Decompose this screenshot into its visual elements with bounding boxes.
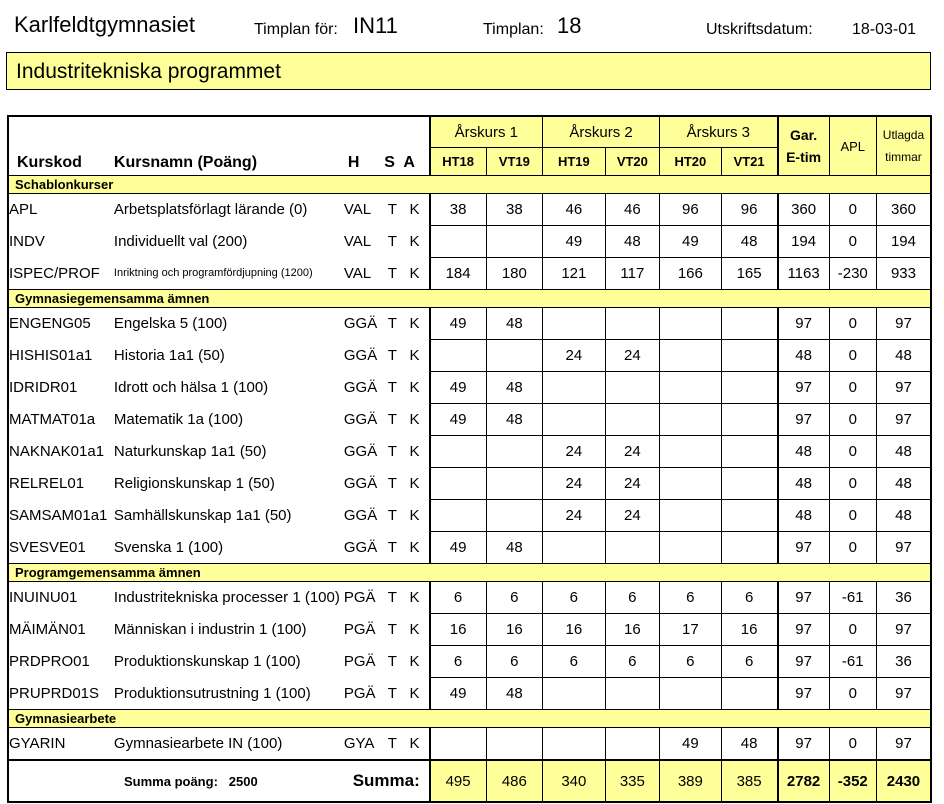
semester-hours: 49 [430, 308, 486, 340]
guaranteed-hours: 97 [778, 372, 829, 404]
semester-hours [721, 468, 778, 500]
apl-hours: -61 [829, 646, 876, 678]
semester-hours [660, 308, 722, 340]
semester-hours [543, 678, 606, 710]
semester-hours: 24 [605, 500, 659, 532]
semester-hours [430, 500, 486, 532]
table-row [8, 372, 931, 404]
semester-hours: 46 [605, 194, 659, 226]
course-h: GGÄ [343, 507, 378, 524]
scheduled-hours: 36 [876, 646, 931, 678]
apl-hours: 0 [829, 404, 876, 436]
print-date-value: 18-03-01 [852, 21, 917, 38]
course-name: Arbetsplatsförlagt lärande (0) [113, 201, 308, 219]
scheduled-hours: 97 [876, 404, 931, 436]
year-2-header: Årskurs 2 [543, 116, 660, 148]
semester-hours [660, 500, 722, 532]
table-row [8, 582, 931, 614]
table-row [8, 500, 931, 532]
program-title-box [6, 52, 931, 90]
semester-hours: 165 [721, 258, 778, 290]
report-header [0, 0, 944, 46]
sum-points: Summa poäng: 2500 [8, 760, 344, 802]
apl-hours: 0 [829, 436, 876, 468]
semester-hours [660, 404, 722, 436]
scheduled-hours: 97 [876, 728, 931, 761]
semester-hours: 49 [430, 678, 486, 710]
table-row [8, 646, 931, 678]
semester-hours: 49 [430, 372, 486, 404]
course-h: GGÄ [343, 379, 378, 396]
course-h: PGÄ [343, 684, 376, 702]
course-h: GYA [343, 735, 375, 752]
section-title: Schablonkurser [8, 176, 931, 194]
course-code: SAMSAM01a1 [9, 507, 108, 524]
semester-hours: 6 [486, 582, 543, 614]
course-s: T [387, 621, 397, 638]
course-code: MÄIMÄN01 [9, 621, 86, 638]
course-s: T [387, 201, 397, 219]
course-code: NAKNAK01a1 [9, 443, 105, 460]
course-s: T [387, 264, 397, 282]
semester-hours: 24 [605, 436, 659, 468]
course-code: SVESVE01 [9, 538, 86, 556]
course-a: K [409, 201, 420, 219]
semester-hours: 46 [543, 194, 606, 226]
course-a: K [409, 507, 420, 524]
table-row [8, 194, 931, 226]
semester-hours [430, 340, 486, 372]
course-a: K [409, 315, 420, 333]
course-a: K [409, 475, 420, 492]
course-h: GGÄ [343, 443, 378, 460]
year-1-header: Årskurs 1 [430, 116, 543, 148]
semester-hours: 48 [486, 308, 543, 340]
apl-hours: 0 [829, 532, 876, 564]
course-name: Individuellt val (200) [113, 233, 248, 250]
table-row [8, 404, 931, 436]
scheduled-hours: 48 [876, 500, 931, 532]
course-code: PRUPRD01S [9, 684, 100, 702]
semester-hours: 184 [430, 258, 486, 290]
course-code: IDRIDR01 [9, 379, 78, 396]
semester-hours [721, 678, 778, 710]
course-a: K [409, 589, 420, 607]
course-h: GGÄ [343, 475, 378, 492]
sem-vt20: VT20 [605, 148, 659, 176]
course-h: VAL [343, 233, 372, 250]
semester-hours [543, 404, 606, 436]
semester-hours: 166 [660, 258, 722, 290]
course-h: GGÄ [343, 411, 378, 428]
course-name: Gymnasiearbete IN (100) [113, 735, 283, 752]
semester-hours: 6 [605, 582, 659, 614]
guaranteed-hours: 1163 [778, 258, 829, 290]
semester-hours: 6 [605, 646, 659, 678]
semester-hours: 48 [605, 226, 659, 258]
course-s: T [387, 507, 397, 524]
scheduled-hours: 933 [876, 258, 931, 290]
sum-gar: 2782 [778, 760, 829, 802]
semester-hours [543, 532, 606, 564]
sum-vt20: 335 [605, 760, 659, 802]
course-code: PRDPRO01 [9, 653, 90, 670]
semester-hours [543, 728, 606, 761]
guaranteed-hours: 194 [778, 226, 829, 258]
semester-hours: 24 [543, 436, 606, 468]
semester-hours [430, 436, 486, 468]
course-name: Naturkunskap 1a1 (50) [113, 443, 267, 460]
col-h: H [347, 154, 360, 171]
plan-for-value: IN11 [353, 13, 398, 38]
sum-utl: 2430 [876, 760, 931, 802]
course-h: PGÄ [343, 653, 376, 670]
print-date-label: Utskriftsdatum: [706, 21, 813, 38]
semester-hours: 6 [543, 646, 606, 678]
course-code: ISPEC/PROF [9, 264, 100, 282]
course-name: Idrott och hälsa 1 (100) [113, 379, 269, 396]
table-row [8, 436, 931, 468]
semester-hours: 6 [660, 646, 722, 678]
section-header [8, 176, 931, 194]
table-row [8, 258, 931, 290]
semester-hours [543, 372, 606, 404]
semester-hours: 16 [721, 614, 778, 646]
apl-hours: 0 [829, 678, 876, 710]
course-s: T [387, 538, 397, 556]
section-header [8, 710, 931, 728]
apl-hours: 0 [829, 194, 876, 226]
course-h: PGÄ [343, 589, 376, 607]
course-a: K [409, 443, 420, 460]
course-code: GYARIN [9, 735, 66, 752]
course-s: T [387, 653, 397, 670]
course-a: K [409, 411, 420, 428]
semester-hours: 49 [660, 226, 722, 258]
course-s: T [387, 347, 397, 364]
semester-hours [721, 500, 778, 532]
semester-hours: 38 [430, 194, 486, 226]
sum-ht18: 495 [430, 760, 486, 802]
course-h: GGÄ [343, 315, 378, 333]
course-plan-table [7, 115, 932, 803]
semester-hours [486, 728, 543, 761]
semester-hours [721, 340, 778, 372]
semester-hours [605, 372, 659, 404]
semester-hours: 24 [543, 468, 606, 500]
guaranteed-hours: 48 [778, 340, 829, 372]
table-row [8, 226, 931, 258]
semester-hours: 48 [486, 404, 543, 436]
sum-label: Summa: [344, 760, 430, 802]
guaranteed-hours: 97 [778, 582, 829, 614]
semester-hours: 48 [486, 372, 543, 404]
course-h: GGÄ [343, 538, 378, 556]
course-s: T [387, 379, 397, 396]
course-h: VAL [343, 201, 372, 219]
semester-hours [660, 468, 722, 500]
semester-hours: 48 [486, 532, 543, 564]
semester-hours: 48 [721, 728, 778, 761]
sem-vt21: VT21 [721, 148, 778, 176]
apl-hours: 0 [829, 308, 876, 340]
course-code: INDV [9, 233, 45, 250]
semester-hours: 49 [660, 728, 722, 761]
scheduled-hours: 97 [876, 372, 931, 404]
semester-hours: 24 [605, 468, 659, 500]
col-gar-etim: Gar. E-tim [778, 116, 829, 176]
semester-hours: 24 [543, 340, 606, 372]
semester-hours: 38 [486, 194, 543, 226]
semester-hours: 180 [486, 258, 543, 290]
semester-hours [605, 678, 659, 710]
col-kurskod: Kurskod [17, 154, 82, 171]
semester-hours: 6 [660, 582, 722, 614]
guaranteed-hours: 97 [778, 728, 829, 761]
course-h: VAL [343, 264, 372, 282]
semester-hours [721, 372, 778, 404]
table-row [8, 728, 931, 761]
semester-hours [721, 308, 778, 340]
guaranteed-hours: 48 [778, 500, 829, 532]
semester-hours: 49 [430, 404, 486, 436]
guaranteed-hours: 97 [778, 308, 829, 340]
section-header [8, 564, 931, 582]
sum-vt21: 385 [721, 760, 778, 802]
scheduled-hours: 48 [876, 340, 931, 372]
table-row [8, 468, 931, 500]
semester-hours [486, 340, 543, 372]
apl-hours: 0 [829, 728, 876, 761]
course-name: Matematik 1a (100) [113, 411, 244, 428]
scheduled-hours: 48 [876, 468, 931, 500]
school-name: Karlfeldtgymnasiet [14, 12, 195, 37]
course-a: K [409, 735, 420, 752]
course-code: HISHIS01a1 [9, 347, 93, 364]
semester-hours: 6 [543, 582, 606, 614]
scheduled-hours: 97 [876, 532, 931, 564]
semester-hours: 6 [486, 646, 543, 678]
table-row [8, 678, 931, 710]
course-h: GGÄ [343, 347, 378, 364]
course-code: RELREL01 [9, 475, 85, 492]
course-name: Inriktning och programfördjupning (1200) [113, 267, 313, 280]
semester-hours: 24 [605, 340, 659, 372]
sem-ht18: HT18 [430, 148, 486, 176]
guaranteed-hours: 360 [778, 194, 829, 226]
guaranteed-hours: 97 [778, 678, 829, 710]
col-kursnamn: Kursnamn (Poäng) [113, 154, 258, 171]
semester-hours: 96 [721, 194, 778, 226]
apl-hours: 0 [829, 226, 876, 258]
semester-hours [543, 308, 606, 340]
semester-hours: 6 [721, 646, 778, 678]
semester-hours [486, 226, 543, 258]
semester-hours [430, 468, 486, 500]
semester-hours: 96 [660, 194, 722, 226]
semester-hours [721, 404, 778, 436]
scheduled-hours: 97 [876, 308, 931, 340]
course-name: Produktionsutrustning 1 (100) [113, 684, 311, 702]
semester-hours: 6 [430, 582, 486, 614]
table-row [8, 308, 931, 340]
semester-hours [430, 728, 486, 761]
semester-hours: 24 [543, 500, 606, 532]
course-a: K [409, 264, 420, 282]
semester-hours: 6 [430, 646, 486, 678]
section-title: Gymnasiearbete [8, 710, 931, 728]
guaranteed-hours: 48 [778, 468, 829, 500]
semester-hours [660, 678, 722, 710]
semester-hours: 117 [605, 258, 659, 290]
course-code: MATMAT01a [9, 411, 96, 428]
semester-hours: 16 [543, 614, 606, 646]
scheduled-hours: 194 [876, 226, 931, 258]
semester-hours: 48 [721, 226, 778, 258]
semester-hours [605, 728, 659, 761]
course-s: T [387, 233, 397, 250]
course-name: Religionskunskap 1 (50) [113, 475, 275, 492]
course-s: T [387, 684, 397, 702]
course-a: K [409, 379, 420, 396]
section-title: Gymnasiegemensamma ämnen [8, 290, 931, 308]
guaranteed-hours: 97 [778, 404, 829, 436]
plan-label: Timplan: [483, 21, 544, 38]
scheduled-hours: 97 [876, 614, 931, 646]
semester-hours [660, 340, 722, 372]
col-apl: APL [829, 116, 876, 176]
semester-hours: 6 [721, 582, 778, 614]
course-code: INUINU01 [9, 589, 78, 607]
course-name: Samhällskunskap 1a1 (50) [113, 507, 292, 524]
semester-hours [721, 532, 778, 564]
course-name: Engelska 5 (100) [113, 315, 228, 333]
semester-hours [605, 308, 659, 340]
course-h: PGÄ [343, 621, 376, 638]
course-name: Svenska 1 (100) [113, 538, 224, 556]
table-row [8, 340, 931, 372]
semester-hours [721, 436, 778, 468]
course-s: T [387, 589, 397, 607]
year-3-header: Årskurs 3 [660, 116, 778, 148]
apl-hours: 0 [829, 614, 876, 646]
course-a: K [409, 347, 420, 364]
course-a: K [409, 621, 420, 638]
semester-hours [605, 532, 659, 564]
sem-ht19: HT19 [543, 148, 606, 176]
semester-hours: 49 [543, 226, 606, 258]
course-a: K [409, 538, 420, 556]
course-a: K [409, 233, 420, 250]
program-title: Industritekniska programmet [16, 60, 281, 83]
semester-hours [605, 404, 659, 436]
sem-ht20: HT20 [660, 148, 722, 176]
plan-for-label: Timplan för: [254, 21, 338, 38]
apl-hours: 0 [829, 340, 876, 372]
course-s: T [387, 443, 397, 460]
course-s: T [387, 735, 397, 752]
sum-apl: -352 [829, 760, 876, 802]
course-s: T [387, 475, 397, 492]
semester-hours [486, 468, 543, 500]
semester-hours [660, 372, 722, 404]
scheduled-hours: 360 [876, 194, 931, 226]
guaranteed-hours: 97 [778, 614, 829, 646]
course-name: Industritekniska processer 1 (100) [113, 589, 340, 607]
course-a: K [409, 653, 420, 670]
guaranteed-hours: 48 [778, 436, 829, 468]
guaranteed-hours: 97 [778, 646, 829, 678]
section-header [8, 290, 931, 308]
course-code: APL [9, 201, 38, 219]
semester-hours: 16 [430, 614, 486, 646]
guaranteed-hours: 97 [778, 532, 829, 564]
course-name: Historia 1a1 (50) [113, 347, 225, 364]
apl-hours: 0 [829, 372, 876, 404]
apl-hours: -61 [829, 582, 876, 614]
course-name: Människan i industrin 1 (100) [113, 621, 307, 638]
semester-hours [486, 500, 543, 532]
col-s: S [384, 154, 395, 171]
semester-hours [660, 436, 722, 468]
course-a: K [409, 684, 420, 702]
semester-hours: 17 [660, 614, 722, 646]
scheduled-hours: 36 [876, 582, 931, 614]
apl-hours: 0 [829, 500, 876, 532]
scheduled-hours: 97 [876, 678, 931, 710]
sum-ht20: 389 [660, 760, 722, 802]
semester-hours: 48 [486, 678, 543, 710]
apl-hours: 0 [829, 468, 876, 500]
table-row [8, 614, 931, 646]
course-code: ENGENG05 [9, 315, 91, 333]
course-name: Produktionskunskap 1 (100) [113, 653, 301, 670]
semester-hours: 16 [605, 614, 659, 646]
table-row [8, 532, 931, 564]
semester-hours: 121 [543, 258, 606, 290]
plan-value: 18 [557, 13, 582, 38]
col-utlagda: Utlagda timmar [876, 116, 931, 176]
summary-row [8, 760, 931, 802]
course-s: T [387, 315, 397, 333]
semester-hours [430, 226, 486, 258]
semester-hours [486, 436, 543, 468]
sum-ht19: 340 [543, 760, 606, 802]
apl-hours: -230 [829, 258, 876, 290]
scheduled-hours: 48 [876, 436, 931, 468]
semester-hours: 49 [430, 532, 486, 564]
semester-hours [660, 532, 722, 564]
col-a: A [403, 154, 415, 171]
sem-vt19: VT19 [486, 148, 543, 176]
course-s: T [387, 411, 397, 428]
sum-vt19: 486 [486, 760, 543, 802]
semester-hours: 16 [486, 614, 543, 646]
section-title: Programgemensamma ämnen [8, 564, 931, 582]
